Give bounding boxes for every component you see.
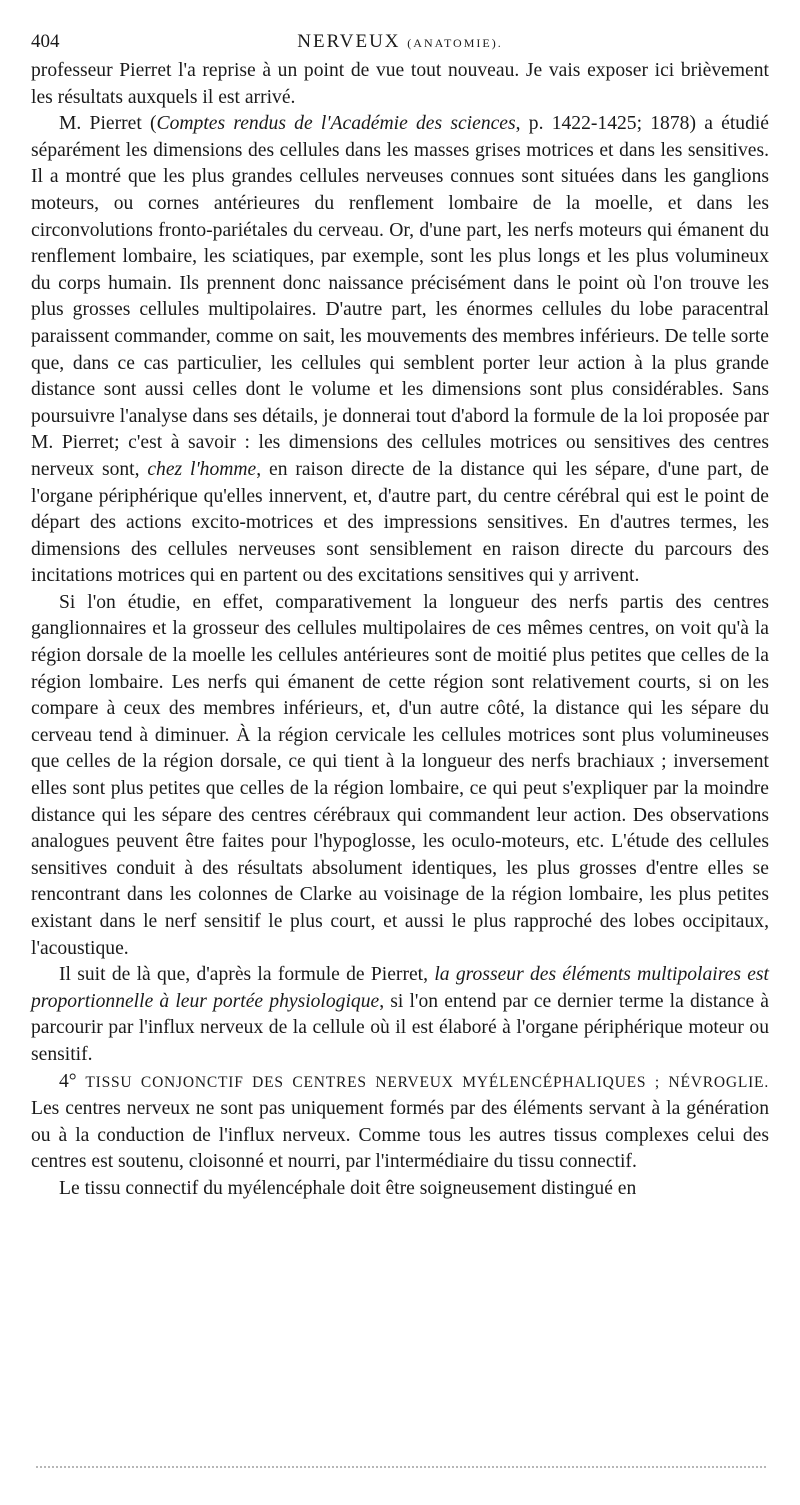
body-text bbox=[31, 58, 769, 1203]
paragraph bbox=[31, 962, 769, 1068]
paragraph bbox=[31, 1069, 769, 1176]
page bbox=[31, 26, 769, 1203]
paragraph-text: , p. 1422-1425; 1878) a étudié séparément les dimensions des cellules dans les masses grises motrices et dans les sensitives. Il a montré que les plus grandes cellules nerveuses connues sont situées dans les ganglions moteurs, ou cornes antérieures du renflement lombaire de la moelle, et dans les circonvolutions fronto-pariétales du cerveau. Or, d'une part, les nerfs moteurs qui émanent du renflement lombaire, les sciatiques, par exemple, sont les plus longs et les plus volumineux du corps humain. Ils prennent donc naissance précisément dans le point où l'on trouve les plus grosses cellules multipolaires. D'autre part, les énormes cellules du lobe paracentral paraissent commander, comme on sait, les mouvements des membres inférieurs. De telle sorte que, dans ce cas particulier, les cellules qui semblent porter leur action à la plus grande distance sont aussi celles dont le volume et les dimensions sont plus considérables. Sans poursuivre l'analyse dans ses détails, je donnerai tout d'abord la formule de la loi proposée par M. Pierret; c'est à savoir : les dimensions des cellules motrices ou sensitives des centres nerveux sont, bbox=[31, 113, 770, 480]
paragraph-text: , en raison directe de la distance qui les sépare, d'une part, de l'organe périphérique qu'elles innervent, et, d'autre part, du centre cérébral qui est le point de départ des actions excito-motrices et des impressions sensitives. En d'autres termes, les dimensions des cellules nerveuses sont sensiblement en raison directe du parcours des incitations motrices qui en partent ou des excitations sensitives qui y arrivent. bbox=[31, 458, 769, 587]
paragraph-text: , si l'on entend par ce dernier terme la distance à parcourir par l'influx nerveux de la cellule où il est élaboré à l'organe périphérique moteur ou sensitif. bbox=[31, 990, 769, 1065]
running-head bbox=[31, 26, 769, 58]
footer-rule bbox=[36, 1466, 766, 1468]
paragraph-text: Les centres nerveux ne sont pas uniquement formés par des éléments servant à la génération ou à la conduction de l'influx nerveux. Comme tous les autres tissus complexes celui des centres est soutenu, cloisonné et nourri, par l'intermédiaire du tissu connectif. bbox=[31, 1098, 769, 1173]
running-title-subtitle: (ANATOMIE). bbox=[407, 36, 503, 50]
emphasis: chez l'homme bbox=[147, 458, 257, 480]
paragraph-text: Le tissu connectif du myélencéphale doit être soigneusement distingué en bbox=[59, 1177, 637, 1199]
page-number: 404 bbox=[31, 31, 60, 52]
citation-title: Comptes rendus de l'Académie des sciences bbox=[156, 113, 516, 135]
paragraph bbox=[31, 111, 769, 590]
running-title bbox=[31, 26, 769, 59]
paragraph bbox=[31, 1176, 769, 1203]
emphasis: la grosseur des éléments multipolaires est proportionnelle à leur portée physiologique bbox=[31, 964, 769, 1012]
paragraph-text: M. Pierret ( bbox=[59, 113, 157, 135]
section-number: 4° bbox=[59, 1070, 86, 1092]
paragraph-text: professeur Pierret l'a reprise à un point de vue tout nouveau. Je vais exposer ici brièvement les résultats auxquels il est arrivé. bbox=[31, 60, 769, 108]
paragraph bbox=[31, 590, 769, 962]
paragraph-text: Si l'on étudie, en effet, comparativement la longueur des nerfs partis des centres ganglionnaires et la grosseur des cellules multipolaires de ces mêmes centres, on voit qu'à la région dorsale de la moelle les cellules antérieures sont de moitié plus petites que celles de la région lombaire. Les nerfs qui émanent de cette région sont relativement courts, si on les compare à ceux des membres inférieurs, et, d'un autre côté, la distance qui les sépare du cerveau tend à diminuer. À la région cervicale les cellules motrices sont plus volumineuses que celles de la région dorsale, ce qui tient à la longueur des nerfs brachiaux ; inversement elles sont plus petites que celles de la région lombaire, ce qui peut s'expliquer par la moindre distance qui les sépare des centres cérébraux qui commandent leur action. Des observations analogues peuvent être faites pour l'hypoglosse, les oculo-moteurs, etc. L'étude des cellules sensitives conduit à des résultats absolument identiques, les plus grosses d'entre elles se rencontrant dans les colonnes de Clarke au voisinage de la région lombaire, les plus petites existant dans le nerf sensitif le plus court, et aussi le plus rapproché des lobes occipitaux, l'acoustique. bbox=[31, 591, 769, 959]
running-title-main: NERVEUX bbox=[297, 31, 401, 52]
paragraph bbox=[31, 58, 769, 111]
paragraph-text: Il suit de là que, d'après la formule de Pierret, bbox=[59, 964, 435, 986]
section-heading: TISSU CONJONCTIF DES CENTRES NERVEUX MYÉLENCÉPHALIQUES ; NÉVROGLIE. bbox=[85, 1073, 770, 1091]
